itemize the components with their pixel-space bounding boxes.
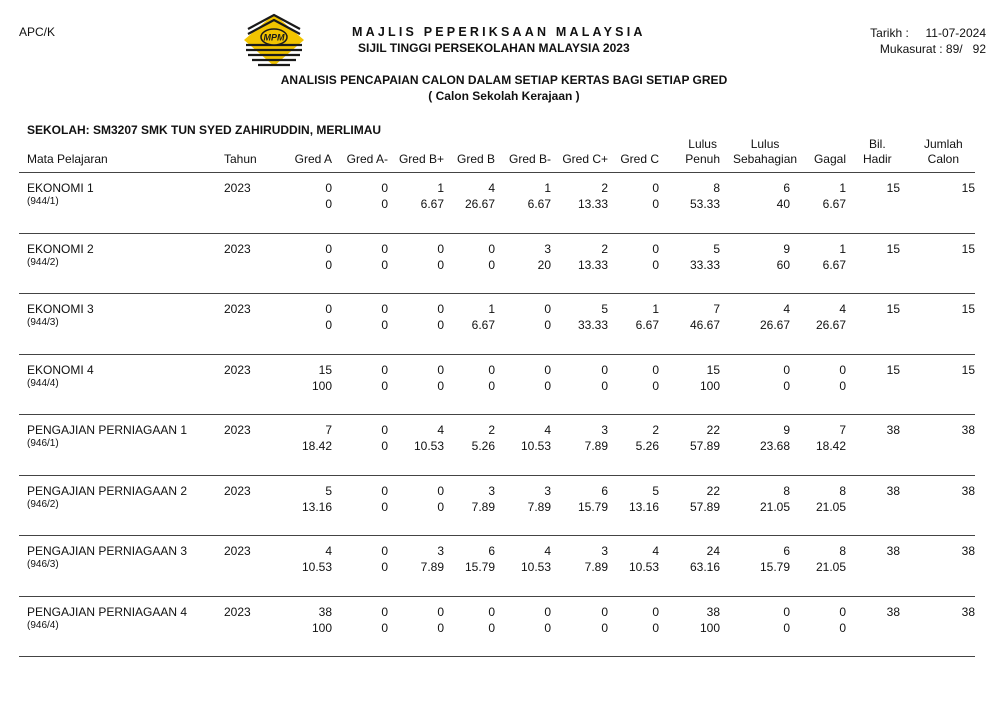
count-cell: 0 xyxy=(652,604,659,619)
count-cell: 2 xyxy=(601,241,608,256)
col-header-full-pass xyxy=(685,137,720,167)
percent-cell: 100 xyxy=(699,620,720,635)
percent-cell: 0 xyxy=(544,620,551,635)
mpm-logo xyxy=(242,12,306,70)
percent-cell: 100 xyxy=(311,620,332,635)
col-header-partial-pass-line2: Sebahagian xyxy=(733,152,798,166)
count-cell: 0 xyxy=(437,241,444,256)
count-cell: 0 xyxy=(381,483,388,498)
count-cell: 3 xyxy=(601,544,608,558)
percent-cell: 53.33 xyxy=(689,197,720,211)
subject-name: EKONOMI 1 xyxy=(27,181,94,195)
percent-cell: 10.53 xyxy=(301,560,332,574)
count-cell: 1 xyxy=(652,302,659,316)
count-cell: 2 xyxy=(488,423,495,437)
percent-cell: 46.67 xyxy=(689,318,720,332)
report-ref-code: APC/K xyxy=(19,25,56,39)
subject-code: (946/3) xyxy=(27,559,59,570)
percent-cell: 0 xyxy=(325,318,332,332)
percent-cell: 20 xyxy=(537,257,551,272)
count-cell: 3 xyxy=(544,483,551,498)
exam-year: 2023 xyxy=(224,241,251,256)
subject-name: EKONOMI 4 xyxy=(27,362,94,377)
count-cell: 7 xyxy=(839,423,846,437)
count-cell: 5 xyxy=(713,241,720,256)
col-header-full-pass-line1: Lulus xyxy=(688,137,717,151)
count-cell: 1 xyxy=(488,302,495,316)
percent-cell: 13.16 xyxy=(301,499,332,514)
exam-year: 2023 xyxy=(224,362,251,377)
page-label: Mukasurat : 89/ xyxy=(879,42,963,56)
percent-cell: 0 xyxy=(652,378,659,393)
present-count: 15 xyxy=(886,302,900,316)
count-cell: 0 xyxy=(325,241,332,256)
present-count: 15 xyxy=(886,241,900,256)
total-count: 15 xyxy=(961,241,975,256)
percent-cell: 0 xyxy=(839,620,846,635)
percent-cell: 0 xyxy=(437,318,444,332)
exam-year: 2023 xyxy=(224,604,251,619)
count-cell: 0 xyxy=(544,362,551,377)
count-cell: 22 xyxy=(706,483,720,498)
count-cell: 4 xyxy=(325,544,332,558)
exam-year: 2023 xyxy=(224,483,251,498)
percent-cell: 0 xyxy=(601,378,608,393)
count-cell: 3 xyxy=(544,241,551,256)
percent-cell: 10.53 xyxy=(520,560,551,574)
percent-cell: 26.67 xyxy=(759,318,790,332)
count-cell: 8 xyxy=(713,181,720,195)
col-header-grade-b-plus: Gred B+ xyxy=(398,152,444,166)
school-name: SEKOLAH: SM3207 SMK TUN SYED ZAHIRUDDIN, MERLIMAU xyxy=(27,123,382,137)
count-cell: 0 xyxy=(325,302,332,316)
col-header-grade-a-minus: Gred A- xyxy=(346,152,388,166)
present-count: 15 xyxy=(886,362,900,377)
total-count: 38 xyxy=(961,544,975,558)
table-row xyxy=(19,536,975,597)
percent-cell: 6.67 xyxy=(822,257,846,272)
subject-name: PENGAJIAN PERNIAGAAN 1 xyxy=(27,423,188,437)
percent-cell: 15.79 xyxy=(759,560,790,574)
col-header-grade-c: Gred C xyxy=(620,152,659,166)
percent-cell: 0 xyxy=(437,257,444,272)
percent-cell: 63.16 xyxy=(689,560,720,574)
date-value: 11-07-2024 xyxy=(925,26,986,40)
percent-cell: 0 xyxy=(381,257,388,272)
percent-cell: 18.42 xyxy=(301,439,332,453)
count-cell: 0 xyxy=(381,544,388,558)
count-cell: 0 xyxy=(488,604,495,619)
percent-cell: 6.67 xyxy=(822,197,846,211)
col-header-partial-pass-line1: Lulus xyxy=(750,137,780,151)
count-cell: 0 xyxy=(437,604,444,619)
percent-cell: 60 xyxy=(776,257,790,272)
count-cell: 0 xyxy=(783,362,790,377)
col-header-total-line2: Calon xyxy=(927,152,960,166)
count-cell: 7 xyxy=(713,302,720,316)
count-cell: 38 xyxy=(318,604,332,619)
count-cell: 22 xyxy=(706,423,720,437)
percent-cell: 0 xyxy=(381,560,388,574)
subject-code: (944/3) xyxy=(27,317,59,328)
count-cell: 1 xyxy=(839,241,846,256)
col-header-grade-c-plus: Gred C+ xyxy=(562,152,608,166)
percent-cell: 0 xyxy=(652,620,659,635)
percent-cell: 0 xyxy=(783,620,790,635)
percent-cell: 100 xyxy=(699,378,720,393)
count-cell: 1 xyxy=(839,181,846,195)
percent-cell: 6.67 xyxy=(420,197,444,211)
count-cell: 0 xyxy=(437,483,444,498)
present-count: 38 xyxy=(886,544,900,558)
count-cell: 4 xyxy=(544,423,551,437)
count-cell: 8 xyxy=(839,544,846,558)
exam-year: 2023 xyxy=(224,544,251,558)
subject-name: PENGAJIAN PERNIAGAAN 3 xyxy=(27,544,188,558)
count-cell: 38 xyxy=(706,604,720,619)
percent-cell: 33.33 xyxy=(689,257,720,272)
table-row xyxy=(19,597,975,658)
count-cell: 0 xyxy=(544,302,551,316)
count-cell: 0 xyxy=(652,241,659,256)
percent-cell: 7.89 xyxy=(420,560,444,574)
report-title: ANALISIS PENCAPAIAN CALON DALAM SETIAP KERTAS BAGI SETIAP GRED xyxy=(280,73,728,87)
total-count: 15 xyxy=(961,302,975,316)
count-cell: 6 xyxy=(783,181,790,195)
count-cell: 3 xyxy=(488,483,495,498)
percent-cell: 15.79 xyxy=(577,499,608,514)
percent-cell: 0 xyxy=(652,257,659,272)
col-header-subject: Mata Pelajaran xyxy=(27,152,108,166)
col-header-fail: Gagal xyxy=(813,152,846,166)
percent-cell: 0 xyxy=(544,378,551,393)
percent-cell: 21.05 xyxy=(815,499,846,514)
subject-name: EKONOMI 3 xyxy=(27,302,94,316)
count-cell: 8 xyxy=(839,483,846,498)
percent-cell: 57.89 xyxy=(689,439,720,453)
count-cell: 4 xyxy=(544,544,551,558)
percent-cell: 0 xyxy=(381,378,388,393)
count-cell: 5 xyxy=(601,302,608,316)
count-cell: 4 xyxy=(488,181,495,195)
percent-cell: 0 xyxy=(437,378,444,393)
count-cell: 1 xyxy=(437,181,444,195)
total-count: 38 xyxy=(961,423,975,437)
col-header-year: Tahun xyxy=(224,152,257,166)
col-header-partial-pass xyxy=(733,137,797,167)
percent-cell: 0 xyxy=(381,318,388,332)
percent-cell: 10.53 xyxy=(520,439,551,453)
table-row xyxy=(19,415,975,476)
count-cell: 0 xyxy=(381,362,388,377)
count-cell: 0 xyxy=(381,181,388,195)
col-header-present-line2: Hadir xyxy=(863,152,892,166)
subject-name: PENGAJIAN PERNIAGAAN 2 xyxy=(27,483,188,498)
date-label: Tarikh : xyxy=(870,26,909,40)
col-header-grade-b-minus: Gred B- xyxy=(508,152,551,166)
count-cell: 3 xyxy=(437,544,444,558)
count-cell: 0 xyxy=(437,362,444,377)
subject-name: EKONOMI 2 xyxy=(27,241,94,256)
count-cell: 6 xyxy=(488,544,495,558)
percent-cell: 5.26 xyxy=(635,439,659,453)
percent-cell: 0 xyxy=(839,378,846,393)
col-header-total xyxy=(924,137,963,167)
count-cell: 0 xyxy=(839,362,846,377)
percent-cell: 40 xyxy=(776,197,790,211)
percent-cell: 18.42 xyxy=(815,439,846,453)
col-header-total-line1: Jumlah xyxy=(924,137,963,151)
count-cell: 24 xyxy=(706,544,720,558)
percent-cell: 0 xyxy=(544,318,551,332)
percent-cell: 7.89 xyxy=(584,560,608,574)
exam-title: SIJIL TINGGI PERSEKOLAHAN MALAYSIA 2023 xyxy=(358,41,630,55)
count-cell: 0 xyxy=(381,302,388,316)
col-header-present xyxy=(863,137,892,167)
subject-code: (946/2) xyxy=(27,498,59,510)
col-header-grade-b: Gred B xyxy=(456,152,495,166)
percent-cell: 10.53 xyxy=(628,560,659,574)
count-cell: 9 xyxy=(783,241,790,256)
subject-code: (944/2) xyxy=(27,256,59,268)
count-cell: 0 xyxy=(601,604,608,619)
percent-cell: 0 xyxy=(437,499,444,514)
percent-cell: 0 xyxy=(325,197,332,211)
count-cell: 15 xyxy=(318,362,332,377)
percent-cell: 0 xyxy=(783,378,790,393)
percent-cell: 7.89 xyxy=(527,499,551,514)
count-cell: 5 xyxy=(652,483,659,498)
percent-cell: 7.89 xyxy=(584,439,608,453)
count-cell: 0 xyxy=(652,181,659,195)
count-cell: 0 xyxy=(381,604,388,619)
table-row xyxy=(19,294,975,355)
count-cell: 4 xyxy=(783,302,790,316)
count-cell: 2 xyxy=(601,181,608,195)
percent-cell: 0 xyxy=(488,257,495,272)
count-cell: 4 xyxy=(437,423,444,437)
report-meta xyxy=(870,25,986,57)
percent-cell: 0 xyxy=(381,620,388,635)
org-title: MAJLIS PEPERIKSAAN MALAYSIA xyxy=(352,25,646,39)
col-header-full-pass-line2: Penuh xyxy=(685,152,720,166)
count-cell: 0 xyxy=(652,362,659,377)
subject-code: (946/4) xyxy=(27,619,59,631)
percent-cell: 100 xyxy=(311,378,332,393)
percent-cell: 13.16 xyxy=(628,499,659,514)
percent-cell: 0 xyxy=(488,620,495,635)
count-cell: 0 xyxy=(381,241,388,256)
count-cell: 3 xyxy=(601,423,608,437)
percent-cell: 0 xyxy=(652,197,659,211)
subject-name: PENGAJIAN PERNIAGAAN 4 xyxy=(27,604,188,619)
count-cell: 5 xyxy=(325,483,332,498)
count-cell: 0 xyxy=(839,604,846,619)
total-count: 15 xyxy=(961,181,975,195)
percent-cell: 0 xyxy=(381,439,388,453)
count-cell: 0 xyxy=(437,302,444,316)
present-count: 38 xyxy=(886,604,900,619)
percent-cell: 13.33 xyxy=(577,197,608,211)
count-cell: 0 xyxy=(488,241,495,256)
exam-year: 2023 xyxy=(224,181,251,195)
exam-year: 2023 xyxy=(224,423,251,437)
total-count: 38 xyxy=(961,604,975,619)
total-count: 15 xyxy=(961,362,975,377)
percent-cell: 0 xyxy=(325,257,332,272)
count-cell: 1 xyxy=(544,181,551,195)
percent-cell: 0 xyxy=(381,499,388,514)
count-cell: 9 xyxy=(783,423,790,437)
percent-cell: 10.53 xyxy=(413,439,444,453)
percent-cell: 0 xyxy=(601,620,608,635)
percent-cell: 0 xyxy=(381,197,388,211)
count-cell: 15 xyxy=(706,362,720,377)
present-count: 38 xyxy=(886,483,900,498)
report-subtitle: ( Calon Sekolah Kerajaan ) xyxy=(428,89,580,103)
percent-cell: 7.89 xyxy=(471,499,495,514)
count-cell: 8 xyxy=(783,483,790,498)
page-total: 92 xyxy=(972,42,986,56)
percent-cell: 33.33 xyxy=(577,318,608,332)
present-count: 38 xyxy=(886,423,900,437)
percent-cell: 21.05 xyxy=(815,560,846,574)
percent-cell: 0 xyxy=(488,378,495,393)
percent-cell: 5.26 xyxy=(471,439,495,453)
svg-text:MPM: MPM xyxy=(263,32,285,43)
percent-cell: 15.79 xyxy=(464,560,495,574)
percent-cell: 13.33 xyxy=(577,257,608,272)
subject-code: (944/4) xyxy=(27,377,59,389)
percent-cell: 26.67 xyxy=(464,197,495,211)
count-cell: 4 xyxy=(652,544,659,558)
count-cell: 0 xyxy=(325,181,332,195)
table-row xyxy=(19,173,975,234)
percent-cell: 6.67 xyxy=(471,318,495,332)
percent-cell: 6.67 xyxy=(635,318,659,332)
percent-cell: 23.68 xyxy=(759,439,790,453)
col-header-grade-a: Gred A xyxy=(294,152,332,166)
count-cell: 0 xyxy=(381,423,388,437)
count-cell: 6 xyxy=(601,483,608,498)
table-row xyxy=(19,355,975,416)
present-count: 15 xyxy=(886,181,900,195)
percent-cell: 6.67 xyxy=(527,197,551,211)
count-cell: 0 xyxy=(783,604,790,619)
percent-cell: 21.05 xyxy=(759,499,790,514)
table-row xyxy=(19,234,975,295)
total-count: 38 xyxy=(961,483,975,498)
percent-cell: 57.89 xyxy=(689,499,720,514)
count-cell: 2 xyxy=(652,423,659,437)
col-header-present-line1: Bil. xyxy=(869,137,886,151)
count-cell: 0 xyxy=(601,362,608,377)
count-cell: 6 xyxy=(783,544,790,558)
count-cell: 0 xyxy=(544,604,551,619)
exam-year: 2023 xyxy=(224,302,251,316)
count-cell: 0 xyxy=(488,362,495,377)
count-cell: 7 xyxy=(325,423,332,437)
subject-code: (946/1) xyxy=(27,438,59,449)
table-row xyxy=(19,476,975,537)
subject-code: (944/1) xyxy=(27,196,59,207)
percent-cell: 26.67 xyxy=(815,318,846,332)
count-cell: 4 xyxy=(839,302,846,316)
percent-cell: 0 xyxy=(437,620,444,635)
